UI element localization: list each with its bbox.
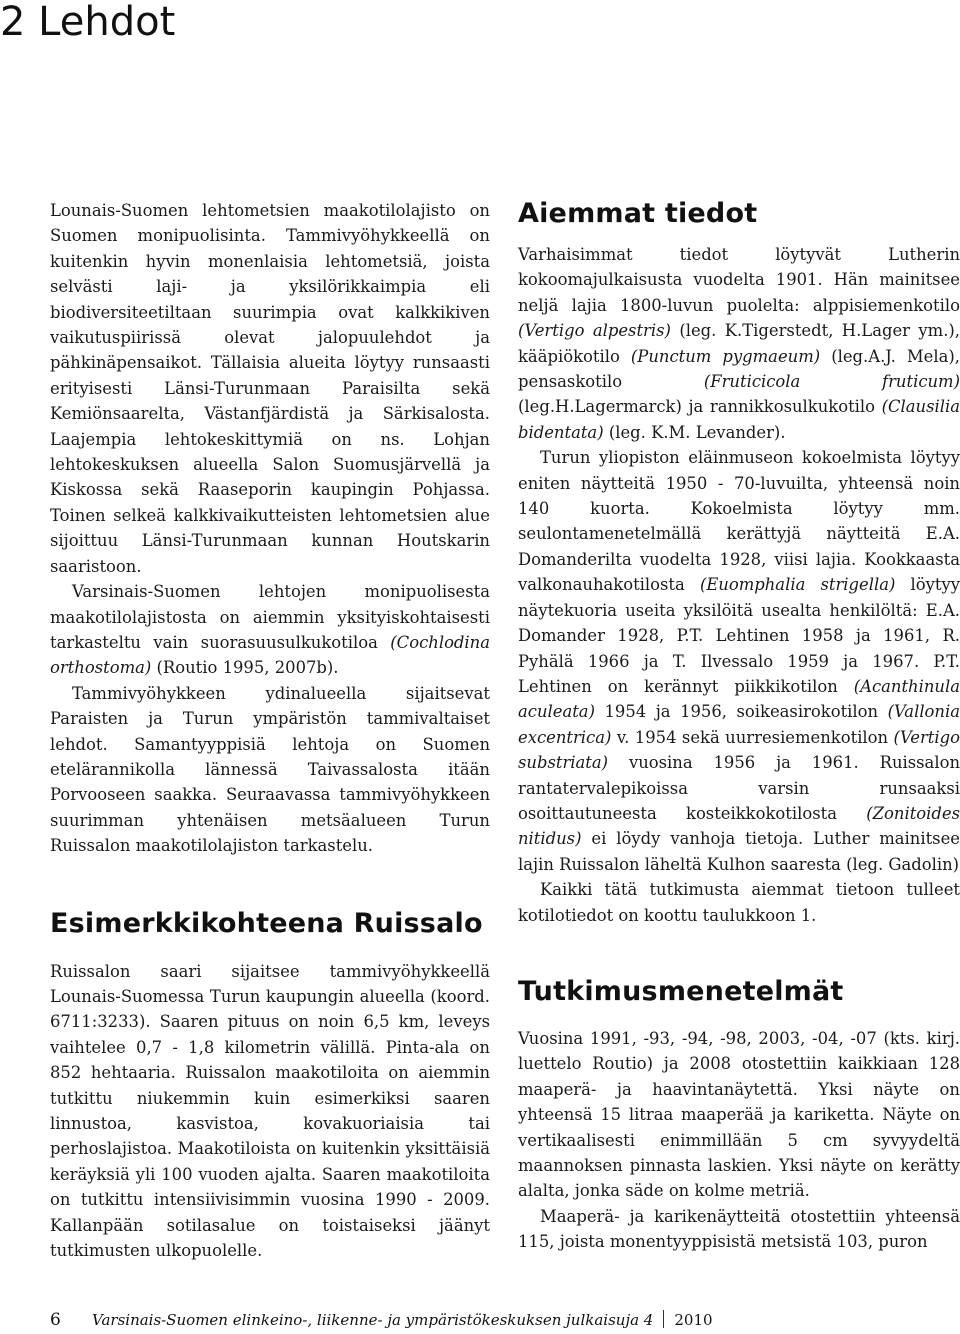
species-name: (Acanthinula aculeata) bbox=[518, 676, 960, 722]
ruissalo-heading: Esimerkkikohteena Ruissalo bbox=[50, 907, 483, 939]
chapter-title: 2 Lehdot bbox=[0, 0, 176, 45]
previous-data-heading: Aiemmat tiedot bbox=[518, 198, 758, 229]
species-name: (Fruticicola fruticum) bbox=[703, 372, 960, 392]
methods-paragraph: Vuosina 1991, -93, -94, -98, 2003, -04, -07 (kts. kirj. luettelo Routio) ja 2008 otostettiin kaikkiaan 128 maaperä- ja haavintanäytettä. Yksi näyte on yhteensä 15 litraa maaperää ja kariketta. Näyte on vertikaalisesti enimmillään 5 cm syvyydeltä maannoksen pinnasta laskien. Yksi näyte on kerätty alalta, jonka säde on kolme metriä. bbox=[518, 1028, 960, 1201]
species-name: (Punctum pygmaeum) bbox=[630, 346, 821, 366]
species-name: (Euomphalia strigella) bbox=[699, 575, 896, 595]
page-footer bbox=[50, 1310, 713, 1330]
species-name: (Cochlodina orthostoma) bbox=[50, 632, 490, 678]
museum-paragraph: Turun yliopiston eläinmuseon kokoelmista löytyy eniten näytteitä 1950 - 70-luvuilta, yhteensä noin 140 kuorta. Kokoelmista löytyy mm. seulontamenetelmällä kerättyjä näytteitä E.A. Domanderilta vuodelta 1928, viisi lajia. Kookkaasta valkonauhakotilosta (Euomphalia strigella) löytyy näytekuoria useita yksilöitä usealta henkilöltä: E.A. Domander 1928, P.T. Lehtinen 1958 ja 1961, R. Pyhälä 1966 ja T. Ilvessalo 1959 ja 1967. P.T. Lehtinen on kerännyt piikkikotilon (Acanthinula aculeata) 1954 ja 1956, soikeasirokotilon (Vallonia excentrica) v. 1954 sekä uurresiemenkotilon (Vertigo substriata) vuosina 1956 ja 1961. Ruissalon rantatervalepikoissa varsin runsaaksi osoittautuneesta kosteikkokotilosta (Zonitoides nitidus) ei löydy vanhoja tietoja. Luther mainitsee lajin Ruissalon läheltä Kulhon saaresta (leg. Gadolin) bbox=[518, 448, 960, 874]
orthostoma-paragraph: Varsinais-Suomen lehtojen monipuolisesta maakotilolajistosta on aiemmin yksityiskohtaisesti tarkasteltu vain suorasuusulkukotiloa (Cochlodina orthostoma) (Routio 1995, 2007b). bbox=[50, 582, 490, 678]
table-reference-paragraph: Kaikki tätä tutkimusta aiemmat tietoon tulleet kotilotiedot on koottu taulukkoon 1. bbox=[518, 880, 960, 925]
left-column bbox=[50, 198, 490, 1263]
species-name: (Vertigo substriata) bbox=[518, 727, 960, 773]
species-name: (Vallonia excentrica) bbox=[518, 702, 960, 747]
right-column bbox=[518, 196, 960, 1255]
species-name: (Clausilia bidentata) bbox=[518, 397, 960, 442]
samples-paragraph: Maaperä- ja karikenäytteitä otostettiin yhteensä 115, joista monentyyppisistä metsistä 103, puron bbox=[518, 1206, 960, 1252]
intro-paragraph: Lounais-Suomen lehtometsien maakotilolajisto on Suomen monipuolisinta. Tammivyöhykkeellä on kuitenkin hyvin monenlaisia lehtometsiä, joista selvästi laji- ja yksilörikkaimpia eli biodiversiteetiltaan suurimpia ovat kalkkikiven vaikutuspiirissä olevat jalopuulehdot ja pähkinäpensaikot. Tällaisia alueita löytyy runsaasti erityisesti Länsi-Turunmaan Paraisilta sekä Kemiönsaarelta, Västanfjärdistä ja Särkisalosta. Laajempia lehtokeskittymiä on ns. Lohjan lehtokeskuksen alueella Salon Suomusjärvellä ja Kiskossa sekä Raaseporin kaupingin Pohjassa. Toinen selkeä kalkkivaikutteisten lehtometsien alue sijoittuu Länsi-Turunmaan kunnan Houtskarin saaristoon. bbox=[50, 201, 490, 576]
ruissalo-paragraph: Ruissalon saari sijaitsee tammivyöhykkeellä Lounais-Suomessa Turun kaupungin alueella (koord. 6711:3233). Saaren pituus on noin 6,5 km, leveys vaihtelee 0,7 - 1,8 kilometrin välillä. Pinta-ala on 852 hehtaaria. Ruissalon maakotiloita on aiemmin tutkittu niukemmin kuin esimerkiksi saaren linnustoa, kasvistoa, kovakuoriaisia tai perhoslajistoa. Maakotiloista on kuitenkin yksittäisiä keräyksiä yli 100 vuoden ajalta. Saaren maakotiloita on tutkittu intensiivisimmin vuosina 1990 - 2009. Kallanpään sotilasalue on toistaiseksi jäänyt tutkimusten ulkopuolelle. bbox=[50, 961, 490, 1261]
publication-title: Varsinais-Suomen elinkeino-, liikenne- ja ympäristökeskuksen julkaisuja 4 bbox=[92, 1311, 654, 1329]
oak-zone-paragraph: Tammivyöhykkeen ydinalueella sijaitsevat Paraisten ja Turun ympäristön tammivaltaiset lehdot. Samantyyppisiä lehtoja on Suomen etelärannikolla lännessä Taivassalosta itään Porvooseen saakka. Seuraavassa tammivyöhykkeen suurimman yhtenäisen metsäalueen Turun Ruissalon maakotilolajiston tarkastelu. bbox=[50, 683, 490, 856]
footer-divider bbox=[663, 1310, 664, 1328]
species-name: (Zonitoides nitidus) bbox=[518, 803, 960, 849]
luther-paragraph: Varhaisimmat tiedot löytyvät Lutherin kokoomajulkaisusta vuodelta 1901. Hän mainitsee neljä lajia 1800-luvun puolelta: alppisiemenkotilo (Vertigo alpestris) (leg. K.Tigerstedt, H.Lager ym.), kääpiökotilo (Punctum pygmaeum) (leg.A.J. Mela), pensaskotilo (Fruticicola fruticum) (leg.H.Lagermarck) ja rannikkosulkukotilo (Clausilia bidentata) (leg. K.M. Levander). bbox=[518, 245, 960, 442]
species-name: (Vertigo alpestris) bbox=[518, 321, 671, 341]
page-number: 6 bbox=[50, 1310, 61, 1330]
publication-year: 2010 bbox=[674, 1311, 713, 1329]
methods-heading: Tutkimusmenetelmät bbox=[518, 975, 844, 1007]
